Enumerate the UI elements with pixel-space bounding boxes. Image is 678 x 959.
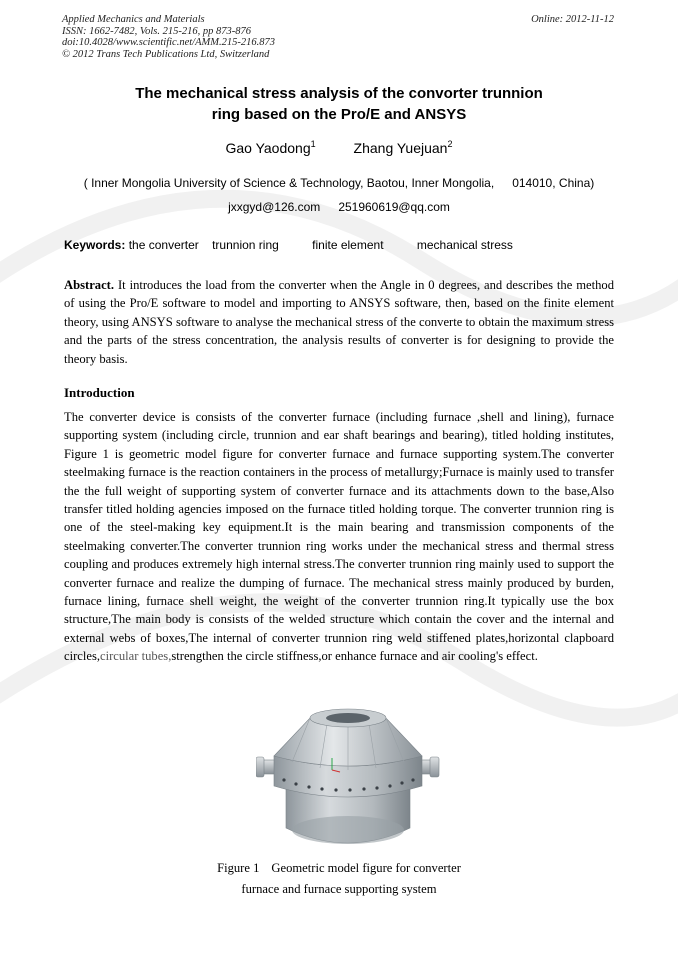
figure-caption (0, 858, 678, 900)
emails (0, 200, 678, 214)
affiliation-zip: 014010, China) (512, 176, 595, 190)
caption-line-1 (0, 858, 678, 879)
author-1-sup: 1 (310, 139, 316, 149)
furnace-mouth-inner (326, 713, 370, 723)
doi: doi:10.4028/www.scientific.net/AMM.215-216.873 (62, 37, 275, 48)
journal-header (62, 14, 275, 60)
email-1[interactable]: jxxgyd@126.com (228, 200, 321, 214)
introduction-text-2: strengthen the circle stiffness,or enhance furnace and air cooling's effect. (171, 649, 538, 664)
paper-title (60, 83, 618, 125)
online-date: Online: 2012-11-12 (531, 14, 614, 25)
author-1-name: Gao Yaodong (225, 140, 311, 156)
caption-line-2: furnace and furnace supporting system (241, 882, 437, 896)
affiliation (0, 176, 678, 190)
introduction-heading: Introduction (64, 385, 135, 400)
author-1 (226, 140, 316, 156)
email-2[interactable]: 251960619@qq.com (338, 200, 450, 214)
keywords (64, 238, 513, 252)
keyword-3: finite element (312, 238, 384, 252)
furnace-bottom (292, 816, 404, 844)
introduction-highlight: circular tubes, (100, 649, 172, 664)
introduction-body (64, 408, 614, 666)
abstract-text: It introduces the load from the converter when the Angle in 0 degrees, and describes the method of using the Pro/E software to model and importing to ANSYS software, then, based on the finite element theory, using ANSYS software to analyse the mechanical stress of the converte to obtain the maximum stress and the parts of the stress concentration, the analysis results of converter is for designing to provide the theory basis. (64, 278, 615, 366)
journal-name: Applied Mechanics and Materials (62, 14, 205, 25)
figure-label: Figure 1 (217, 861, 260, 875)
introduction-text-1: The converter device is consists of the converter furnace (including furnace ,shell and lining), furnace supporting system (including circle, trunnion and ear shaft bearings and bearing), titled holding institutes, Figure 1 is geometric model figure for converter furnace and furnace supporting system.The converter steelmaking furnace is the reaction containers in the process of metallurgy;Furnace is mainly used to transfer the the full weight of supporting system of converter furnace and its attachments down to the base,Also transfer titled holding agencies imposed on the furnace titled holding torque. The converter trunnion ring is one of the steel-making key equipment.It is the main bearing and transmission components of the steelmaking converter.The converter trunnion ring works under the mechanical stress and thermal stress coupling and produces extremely high internal stress.The converter trunnion ring mainly used to support the converter furnace and realize the dumping of furnace. The mechanical stress mainly produced by burden, furnace lining, furnace shell weight, the weight of the converter trunnion ring.It typically use the box structure,The main body is consists of the welded structure which contain the cover and the internal and external webs of boxes,The internal of converter trunnion ring weld stiffened plates,horizontal clapboard circles, (64, 410, 614, 664)
keyword-1: the converter (128, 238, 199, 252)
author-2-sup: 2 (447, 139, 453, 149)
abstract-label: Abstract. (64, 278, 115, 292)
affiliation-text: ( Inner Mongolia University of Science & Technology, Baotou, Inner Mongolia, (83, 176, 495, 190)
keywords-label: Keywords: (64, 238, 126, 252)
copyright: © 2012 Trans Tech Publications Ltd, Switzerland (62, 48, 270, 60)
right-trunnion-end (430, 757, 439, 777)
author-2-name: Zhang Yuejuan (353, 140, 448, 156)
title-line-1: The mechanical stress analysis of the convorter trunnion (135, 85, 543, 102)
title-line-2: ring based on the Pro/E and ANSYS (211, 106, 467, 123)
authors (0, 139, 678, 156)
converter-furnace-figure (256, 700, 440, 856)
caption-text-1: Geometric model figure for converter (271, 861, 461, 875)
author-2 (354, 140, 453, 156)
abstract (64, 276, 614, 368)
keyword-4: mechanical stress (416, 238, 513, 252)
keyword-2: trunnion ring (212, 238, 279, 252)
left-trunnion-end (256, 757, 264, 777)
issn: ISSN: 1662-7482, Vols. 215-216, pp 873-876 (62, 25, 251, 37)
